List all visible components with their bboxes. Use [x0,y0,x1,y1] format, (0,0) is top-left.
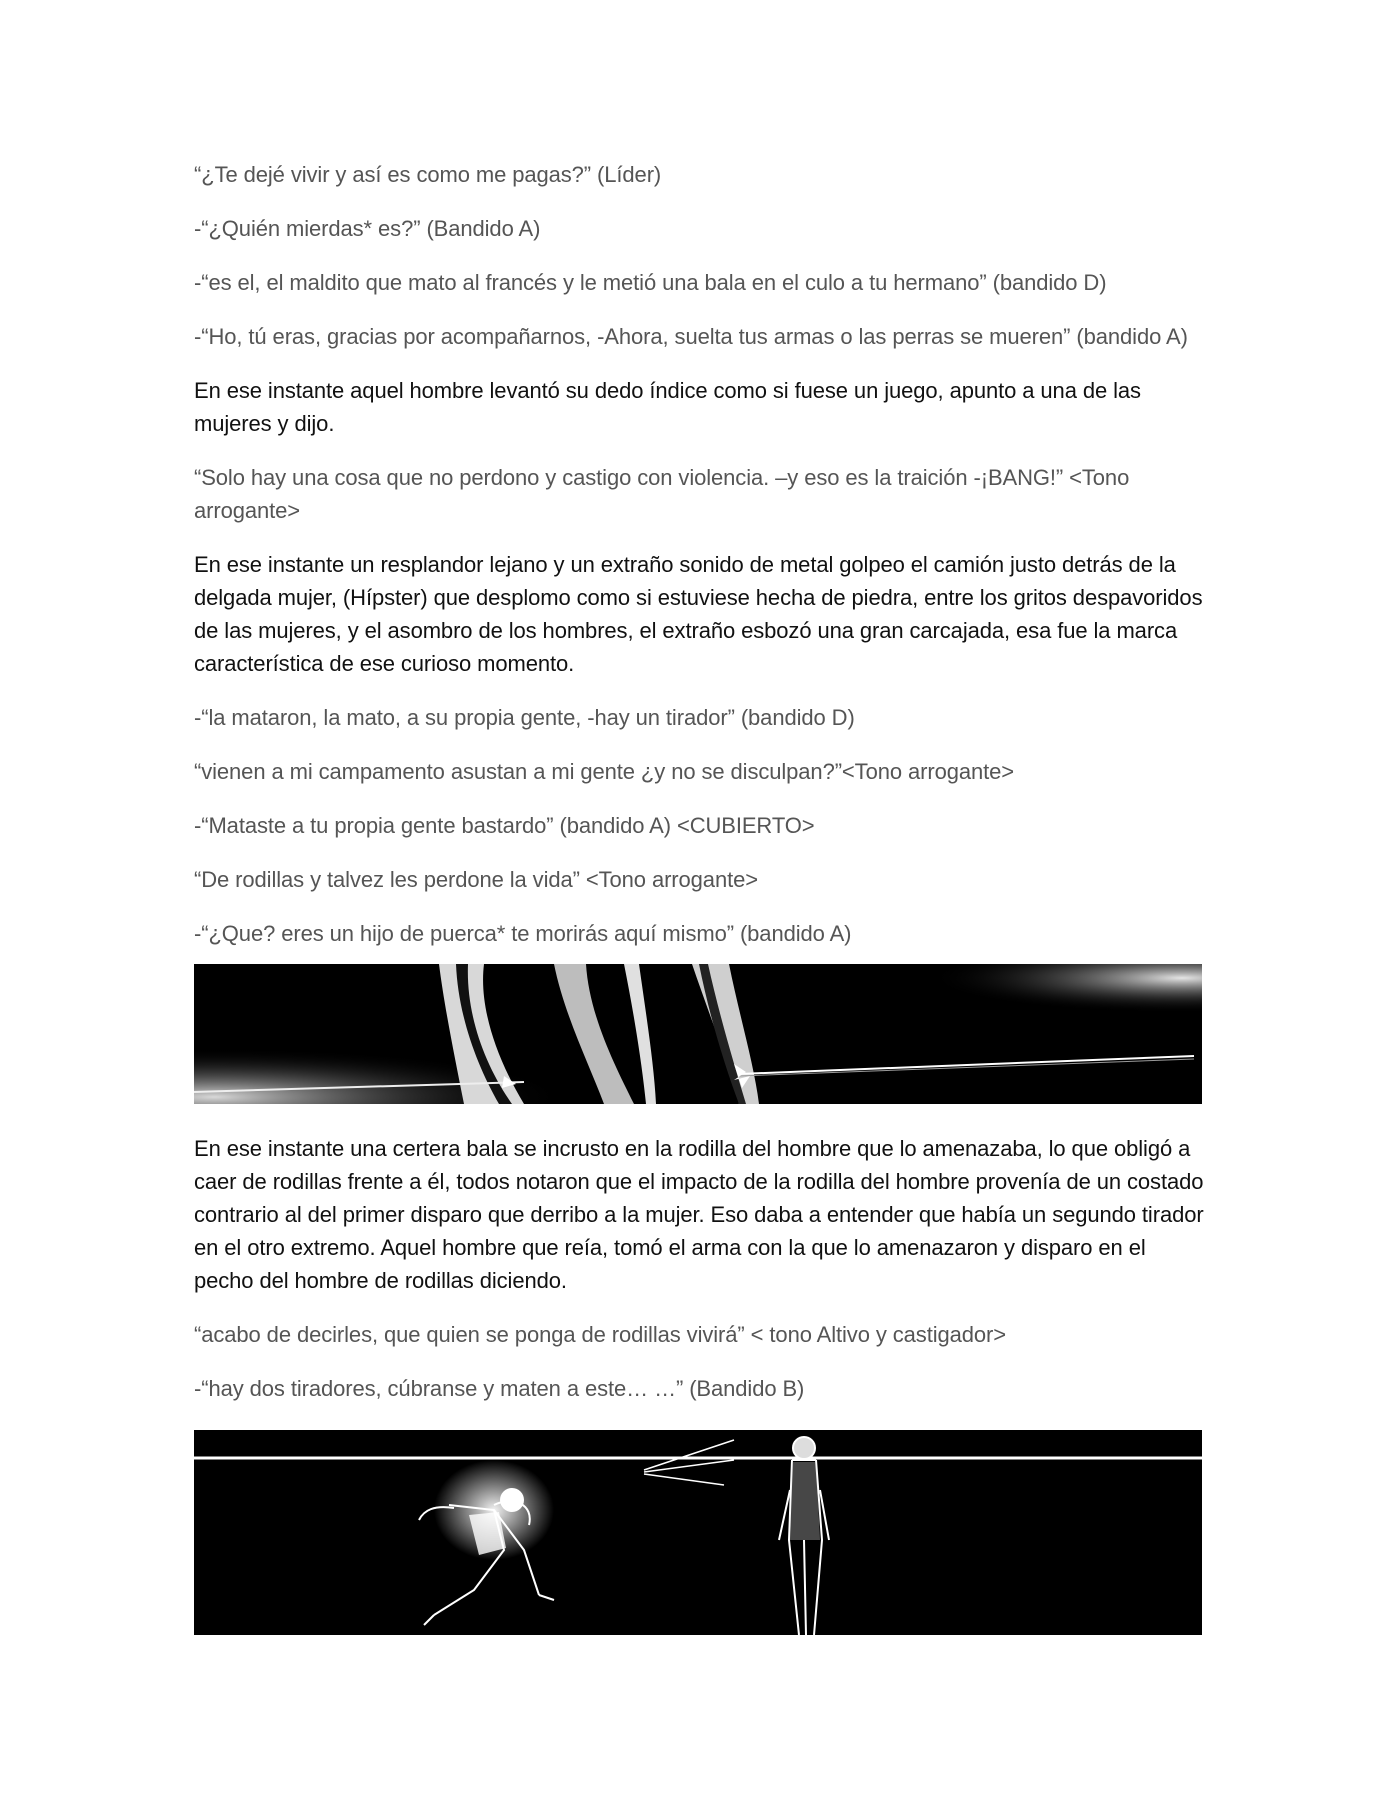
dialog-line: “acabo de decirles, que quien se ponga de rodillas vivirá” < tono Altivo y castigador> [194,1322,1007,1347]
dialog-line: “¿Te dejé vivir y así es como me pagas?” (Líder) [194,162,662,187]
narration-paragraph: En ese instante un resplandor lejano y un extraño sonido de metal golpeo el camión justo detrás de la delgada mujer, (Hípster) que desplomo como si estuviese hecha de piedra, entre los gritos despavoridos de las mujeres, y el asombro de los hombres, el extraño esbozó una gran carcajada, esa fue la marca característica de ese curioso momento. [194,552,1203,676]
panel-illustration [194,964,1202,1104]
manga-panel-kneeling-man [194,1430,1202,1635]
manga-panel-bullet-impact [194,964,1202,1104]
dialog-line: -“¿Que? eres un hijo de puerca* te morirás aquí mismo” (bandido A) [194,921,852,946]
dialog-line: “vienen a mi campamento asustan a mi gente ¿y no se disculpan?”<Tono arrogante> [194,759,1015,784]
dialog-line: -“Mataste a tu propia gente bastardo” (bandido A) <CUBIERTO> [194,813,815,838]
dialog-line: -“¿Quién mierdas* es?” (Bandido A) [194,216,541,241]
dialog-line: “De rodillas y talvez les perdone la vida” <Tono arrogante> [194,867,758,892]
narration-paragraph: En ese instante aquel hombre levantó su dedo índice como si fuese un juego, apunto a una de las mujeres y dijo. [194,378,1141,436]
dialog-line: “Solo hay una cosa que no perdono y castigo con violencia. –y eso es la traición -¡BANG!” <Tono arrogante> [194,465,1130,523]
dialog-line: -“hay dos tiradores, cúbranse y maten a este… …” (Bandido B) [194,1376,805,1401]
narration-paragraph: En ese instante una certera bala se incrusto en la rodilla del hombre que lo amenazaba, lo que obligó a caer de rodillas frente a él, todos notaron que el impacto de la rodilla del hombre provenía de un costado contrario al del primer disparo que derribo a la mujer. Eso daba a entender que había un segundo tirador en el otro extremo. Aquel hombre que reía, tomó el arma con la que lo amenazaron y disparo en el pecho del hombre de rodillas diciendo. [194,1136,1204,1293]
document-page [194,158,1204,1635]
panel-illustration [194,1430,1202,1635]
dialog-line: -“Ho, tú eras, gracias por acompañarnos, -Ahora, suelta tus armas o las perras se mueren” (bandido A) [194,324,1188,349]
dialog-line: -“es el, el maldito que mato al francés y le metió una bala en el culo a tu hermano” (bandido D) [194,270,1107,295]
dialog-line: -“la mataron, la mato, a su propia gente, -hay un tirador” (bandido D) [194,705,855,730]
